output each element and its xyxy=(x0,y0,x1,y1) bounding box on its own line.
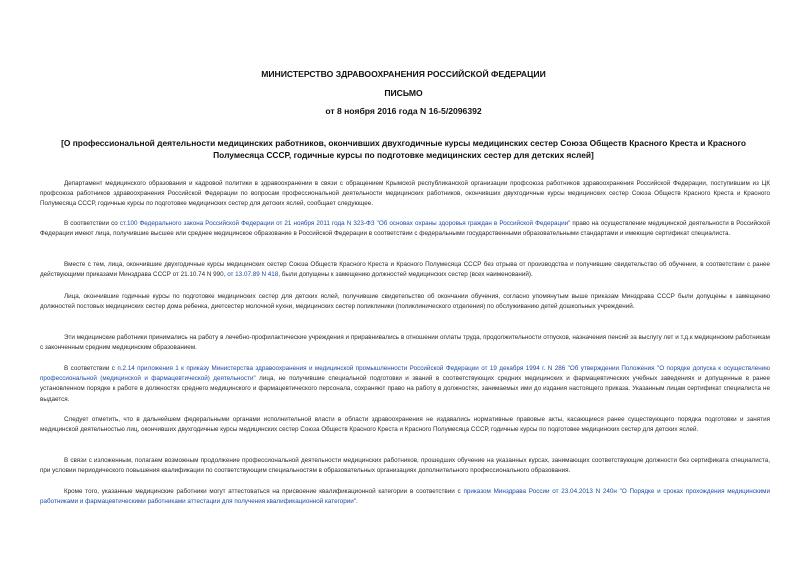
order-240n-link[interactable]: приказом Минздрава России от 23.04.2013 N 240н "О Порядке и сроках прохождения медицинскими работниками и фармацевтическими работниками аттестации для получения квалификационной категории" xyxy=(40,488,770,506)
paragraph-text: В соответствии со xyxy=(64,220,120,227)
law-323-fz-link[interactable]: ст.100 Федерального закона Российской Федерации от 21 ноября 2011 года N 323-ФЗ "Об основах охраны здоровья граждан в Российской Федерации" xyxy=(119,220,571,227)
order-286-link[interactable]: п.2.14 приложения 1 к приказу Министерства здравоохранения и медицинской промышленности Российской Федерации от 19 декабря 1994 г. N 286 "Об утверждении Положения "О порядке допуска к осуществлению профессиональной (медицинской и фармацевтической) деятельности" xyxy=(40,365,770,383)
paragraph-text: Департамент медицинского образования и кадровой политики в здравоохранении в связи с обращением Крымской республиканской организации профсоюза работников здравоохранения Российской Федерации, поступившим из ЦК профсоюза работников здравоохранения Российской Федерации по вопросам профессиональной деятельности медицинских работников, окончивших двухгодичные курсы медицинских сестер Союза Обществ Красного Креста и Красного Полумесяца СССР, годичные курсы по подготовке медицинских сестер для детских яслей, сообщает следующее. xyxy=(40,180,770,208)
paragraph-8 xyxy=(40,456,770,476)
document-date-number: от 8 ноября 2016 года N 16-5/2096392 xyxy=(325,106,482,116)
paragraph-text: . xyxy=(356,498,358,506)
paragraph-2 xyxy=(40,219,770,239)
paragraph-3 xyxy=(40,260,770,280)
paragraph-text: Кроме того, указанные медицинские работники могут аттестоваться на присвоение квалификационной категории в соответствии с xyxy=(64,488,464,495)
paragraph-text: право на осуществление медицинской деятельности в Российской Федерации имеют лица, получившие высшее или среднее медицинское образование в Российской Федерации в соответствии с федеральными государственными образовательными стандартами и имеющие сертификат специалиста. xyxy=(40,220,771,238)
paragraph-text: В соответствии с xyxy=(64,365,118,372)
paragraph-6 xyxy=(40,364,770,405)
paragraph-text: Вместе с тем, лица, окончившие двухгодичные курсы медицинских сестер Союза Обществ Красного Креста и Красного Полумесяца СССР без отрыва от производства и получившие свидетельство об обучении, в соответствии с ранее действующими приказами Минздрава СССР от 21.10.74 N 990, xyxy=(40,261,770,279)
order-418-link[interactable]: от 13.07.89 N 418 xyxy=(227,271,279,279)
paragraph-text: Лица, окончившие годичные курсы по подготовке медицинских сестер для детских яслей, получившие свидетельство об окончании обучения, согласно упомянутым выше приказам Минздрава СССР были допущены к замещению должностей постовых медицинских сестер дома ребенка, диетсестер молочной кухни, медицинских сестер поликлиники (поликлинического отделения) по обслуживанию детей дошкольных учреждений. xyxy=(40,293,770,311)
paragraph-1 xyxy=(40,179,770,210)
paragraph-5 xyxy=(40,333,770,353)
ministry-title: МИНИСТЕРСТВО ЗДРАВООХРАНЕНИЯ РОССИЙСКОЙ ФЕДЕРАЦИИ xyxy=(261,69,546,79)
document-subject: [О профессиональной деятельности медицинских работников, окончивших двухгодичные курсы медицинских сестер Союза Обществ Красного Креста и Красного Полумесяца СССР, годичные курсы по подготовке медицинских сестер для детских яслей] xyxy=(61,138,746,160)
paragraph-text: лица, не получившие специальной подготовки и званий в соответствующих средних медицинских и фармацевтических учебных заведениях и допущенные в ранее установленном порядке к работе в должностях среднего медицинского и фармацевтического персонала, сохраняют право на работу в должностях, занимаемых ими до издания настоящего приказа. Указанным лицам сертификат специалиста не выдается. xyxy=(40,375,770,403)
document-type: ПИСЬМО xyxy=(384,88,423,98)
paragraph-4 xyxy=(40,292,770,312)
paragraph-7 xyxy=(40,415,770,435)
paragraph-text: В связи с изложенным, полагаем возможным продолжение профессиональной деятельности медицинских работников, прошедших обучение на указанных курсах, занимающих соответствующие должности без сертификата специалиста, при условии периодического повышения квалификации по соответствующим специальностям в образовательных организациях дополнительного профессионального образования. xyxy=(40,457,770,475)
paragraph-text: , были допущены к замещению должностей медицинских сестер (всех наименований). xyxy=(278,271,533,279)
paragraph-9 xyxy=(40,487,770,507)
paragraph-text: Эти медицинские работники принимались на работу в лечебно-профилактические учреждения и приравнивались в отношении оплаты труда, продолжительности отпусков, назначения пенсий за выслугу лет и т.д.к медицинским работникам с законченным средним медицинским образованием. xyxy=(40,334,770,352)
paragraph-text: Следует отметить, что в дальнейшем федеральными органами исполнительной власти в области здравоохранения не издавались нормативные правовые акты, касающиеся ранее существующего порядка подготовки и занятия медицинской деятельностью лиц, окончивших двухгодичные курсы медицинских сестер Союза Обществ Красного Креста и Красного Полумесяца СССР, годичные курсы по подготовке медицинских сестер для детских яслей. xyxy=(40,416,770,434)
